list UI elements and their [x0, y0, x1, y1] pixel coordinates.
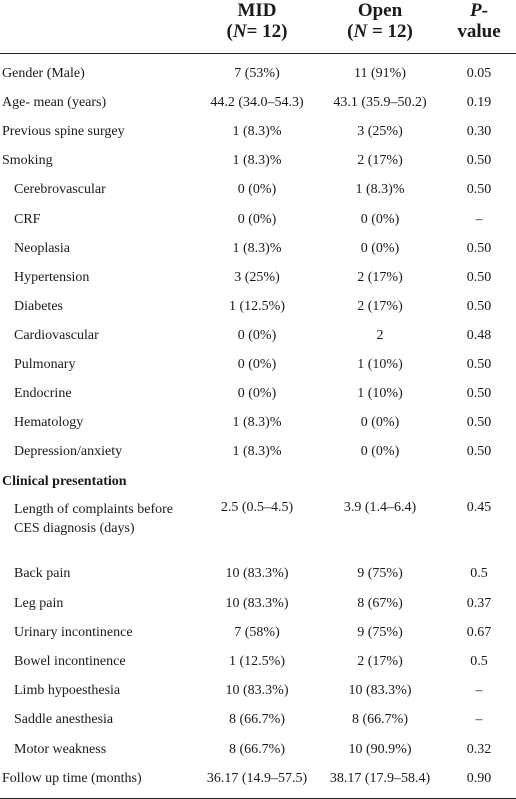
row-label: Leg pain [14, 595, 64, 611]
cell-open: 1 (10%) [357, 357, 403, 372]
cell-mid: 0 (0%) [237, 357, 277, 372]
cell-mid: 44.2 (34.0–54.3) [210, 95, 304, 111]
header-pvalue-line1 [442, 0, 516, 21]
row-label: Urinary incontinence [14, 624, 133, 640]
cell-open: 2 (17%) [357, 654, 403, 669]
header-pvalue [442, 0, 516, 42]
cell-mid: 10 (83.3%) [225, 566, 289, 582]
cell-open: 2 (17%) [357, 153, 403, 169]
cell-pvalue: 0.67 [466, 624, 492, 640]
cell-mid: 0 (0%) [237, 211, 277, 227]
cell-open: 9 (75%) [357, 566, 403, 582]
cell-open: 3 (25%) [357, 124, 403, 140]
cell-open: 0 (0%) [360, 444, 400, 460]
cell-mid: 1 (8.3)% [232, 124, 282, 140]
table-row [0, 648, 516, 677]
table-row [0, 560, 516, 589]
header-mid-n: (N= 12) [226, 21, 288, 42]
cell-open: 1 (8.3)% [355, 182, 405, 198]
table-row [0, 677, 516, 706]
cell-open: 43.1 (35.9–50.2) [333, 95, 427, 111]
table-row [0, 438, 516, 467]
table-row [0, 322, 516, 351]
cell-mid: 1 (8.3)% [232, 415, 282, 431]
header-mid [194, 0, 320, 42]
row-label: Hypertension [14, 269, 90, 285]
section-title: Clinical presentation [2, 474, 127, 490]
cell-pvalue: – [475, 211, 483, 227]
cell-mid: 0 (0%) [237, 182, 277, 198]
cell-mid: 3 (25%) [234, 269, 280, 285]
cell-open: 0 (0%) [360, 211, 400, 227]
cell-open: 1 (10%) [357, 386, 403, 402]
table-row [0, 706, 516, 735]
cell-mid: 1 (8.3)% [232, 153, 282, 169]
cell-mid: 0 (0%) [237, 386, 277, 402]
cell-pvalue: – [475, 683, 483, 699]
cell-open: 38.17 (17.9–58.4) [329, 770, 431, 786]
row-label: Age- mean (years) [2, 95, 107, 111]
cell-open: 2 (17%) [357, 269, 403, 285]
cell-mid: 1 (8.3)% [232, 444, 282, 460]
cell-pvalue: 0.32 [466, 741, 492, 757]
row-label: Previous spine surgey [2, 124, 125, 140]
cell-mid: 8 (66.7%) [229, 741, 285, 757]
cell-pvalue: 0.50 [466, 298, 492, 314]
table-row [0, 736, 516, 765]
cell-mid: 8 (66.7%) [229, 712, 285, 728]
table-row [0, 590, 516, 619]
cell-pvalue: 0.50 [466, 386, 492, 402]
cell-mid: 2.5 (0.5–4.5) [220, 500, 294, 516]
cell-open: 8 (66.7%) [352, 712, 408, 728]
row-label: Back pain [14, 566, 71, 582]
cell-pvalue: 0.5 [470, 566, 488, 582]
row-label: CRF [14, 211, 41, 227]
table-row [0, 409, 516, 438]
header-open-n-symbol: N [353, 21, 368, 42]
header-p-dash: - [481, 0, 488, 21]
cell-pvalue: 0.30 [466, 124, 492, 140]
cell-pvalue: 0.48 [466, 327, 492, 343]
row-label: Saddle anesthesia [14, 712, 114, 728]
row-label: Bowel incontinence [14, 654, 126, 669]
cell-pvalue: 0.50 [466, 444, 492, 460]
table-row [0, 176, 516, 205]
row-label: Diabetes [14, 298, 63, 314]
cell-mid: 36.17 (14.9–57.5) [206, 770, 308, 786]
cell-open: 10 (90.9%) [348, 741, 412, 757]
row-label: Pulmonary [14, 357, 76, 372]
cell-pvalue: 0.19 [466, 95, 492, 111]
cell-pvalue: 0.50 [466, 415, 492, 431]
header-rule [0, 53, 516, 54]
cell-pvalue: – [475, 712, 483, 728]
cell-pvalue: 0.50 [466, 153, 492, 169]
header-open-title: Open [357, 0, 403, 21]
table-row [0, 380, 516, 409]
header-mid-title: MID [237, 0, 277, 21]
row-label: Endocrine [14, 386, 72, 402]
header-open-n: (N = 12) [347, 21, 413, 42]
table-row [0, 118, 516, 147]
table-row [0, 60, 516, 89]
row-label: Depression/anxiety [14, 444, 123, 460]
header-open [318, 0, 442, 42]
header-mid-n-symbol: N [232, 21, 247, 42]
cell-pvalue: 0.50 [466, 269, 492, 285]
row-label: Motor weakness [14, 741, 107, 757]
table-row [0, 351, 516, 380]
row-label: Neoplasia [14, 240, 70, 256]
row-label: Hematology [14, 415, 84, 431]
row-label: Length of complaints before CES diagnosis (days) [14, 502, 174, 537]
row-label: Cerebrovascular [14, 182, 106, 198]
cell-mid: 7 (53%) [234, 66, 280, 81]
cell-pvalue: 0.45 [466, 500, 492, 516]
table-row [0, 765, 516, 794]
cell-pvalue: 0.05 [466, 66, 492, 81]
cell-open: 0 (0%) [360, 240, 400, 256]
cell-open: 3.9 (1.4–6.4) [343, 500, 417, 516]
header-p-symbol: P [470, 0, 482, 21]
cell-pvalue: 0.5 [470, 654, 488, 669]
cell-mid: 1 (12.5%) [229, 298, 285, 314]
table-row [0, 496, 516, 560]
row-label: Cardiovascular [14, 327, 99, 343]
cell-open: 8 (67%) [357, 595, 403, 611]
table-row [0, 147, 516, 176]
cell-mid: 1 (8.3)% [232, 240, 282, 256]
row-label: Smoking [2, 153, 53, 169]
cell-pvalue: 0.50 [466, 240, 492, 256]
table-row [0, 264, 516, 293]
row-label: Limb hypoesthesia [14, 683, 121, 699]
cell-open: 2 (17%) [357, 298, 403, 314]
cell-pvalue: 0.50 [466, 357, 492, 372]
cell-open: 11 (91%) [354, 66, 406, 81]
table-row [0, 293, 516, 322]
cell-mid: 10 (83.3%) [225, 595, 289, 611]
cell-pvalue: 0.50 [466, 182, 492, 198]
header-open-n-value: = 12) [367, 21, 413, 42]
header-mid-n-value: = 12) [246, 21, 288, 42]
header-pvalue-line2: value [457, 21, 501, 42]
cell-mid: 10 (83.3%) [225, 683, 289, 699]
cell-open: 10 (83.3%) [348, 683, 412, 699]
cell-open: 0 (0%) [360, 415, 400, 431]
row-label: Gender (Male) [2, 66, 85, 81]
cell-pvalue: 0.90 [466, 770, 492, 786]
cell-mid: 7 (58%) [234, 624, 280, 640]
cell-open: 9 (75%) [357, 624, 403, 640]
cell-mid: 0 (0%) [237, 327, 277, 343]
cell-pvalue: 0.37 [466, 595, 492, 611]
row-label: Follow up time (months) [2, 770, 142, 786]
table-row [0, 89, 516, 118]
table-row [0, 235, 516, 264]
table-row [0, 206, 516, 235]
cell-open: 2 [376, 327, 384, 343]
cell-mid: 1 (12.5%) [229, 654, 285, 669]
table-row [0, 619, 516, 648]
